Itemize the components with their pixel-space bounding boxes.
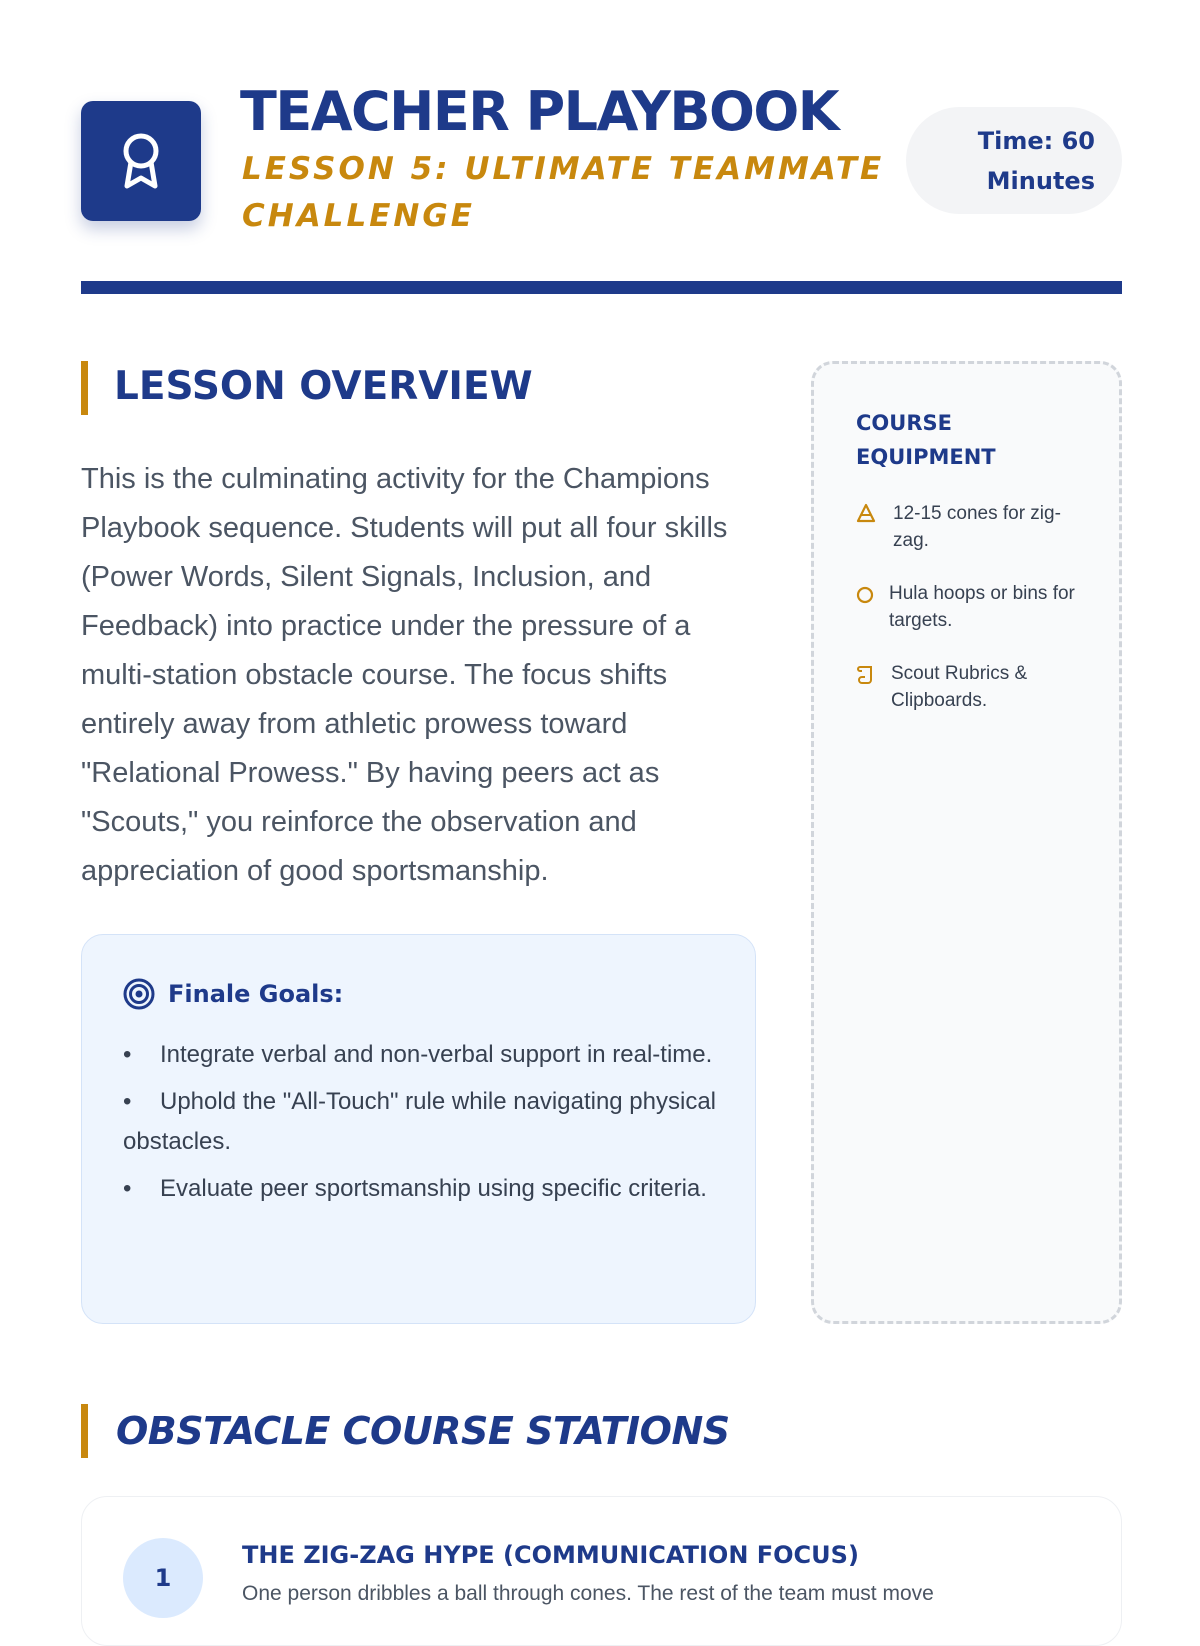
header-divider — [81, 281, 1122, 294]
station-title: THE ZIG-ZAG HYPE (COMMUNICATION FOCUS) — [242, 1541, 859, 1569]
station-description: One person dribbles a ball through cones. The rest of the team must move — [242, 1582, 934, 1605]
goals-list — [123, 1035, 723, 1216]
target-icon — [123, 978, 155, 1010]
goals-header — [123, 978, 343, 1010]
equipment-item — [856, 660, 1081, 714]
course-equipment-card — [811, 361, 1122, 1324]
equipment-item — [856, 580, 1079, 634]
finale-goals-card — [81, 934, 756, 1324]
lesson-subtitle: LESSON 5: ULTIMATE TEAMMATE CHALLENGE — [242, 151, 885, 234]
scroll-icon — [856, 663, 876, 685]
equipment-text: Scout Rubrics & Clipboards. — [891, 663, 1028, 711]
page-title: TEACHER PLAYBOOK — [240, 80, 839, 143]
goal-text: Uphold the "All-Touch" rule while navigating physical obstacles. — [123, 1088, 717, 1155]
time-badge: Time: 60 Minutes — [906, 107, 1122, 214]
goal-text: Evaluate peer sportsmanship using specific criteria. — [160, 1175, 707, 1202]
overview-heading: LESSON OVERVIEW — [114, 364, 533, 409]
award-ribbon-icon — [118, 131, 164, 191]
goal-text: Integrate verbal and non-verbal support in real-time. — [160, 1041, 713, 1068]
goal-item: • Uphold the "All-Touch" rule while navigating physical obstacles. — [123, 1088, 717, 1155]
goal-item: • Evaluate peer sportsmanship using specific criteria. — [123, 1175, 707, 1202]
cone-icon — [856, 503, 876, 525]
stations-heading: OBSTACLE COURSE STATIONS — [116, 1409, 730, 1453]
equipment-text: 12-15 cones for zig-zag. — [893, 503, 1061, 551]
equipment-text: Hula hoops or bins for targets. — [889, 583, 1075, 631]
goals-title: Finale Goals: — [168, 980, 344, 1008]
station-card — [81, 1496, 1122, 1646]
goal-item: • Integrate verbal and non-verbal support in real-time. — [123, 1041, 713, 1068]
equipment-title: COURSE EQUIPMENT — [856, 411, 996, 469]
station-number-badge: 1 — [123, 1538, 203, 1618]
playbook-logo — [81, 101, 201, 221]
overview-body: This is the culminating activity for the Champions Playbook sequence. Students will put all four skills (Power Words, Silent Signals, Inclusion, and Feedback) into practice under the pressure of a multi-station obstacle course. The focus shifts entirely away from athletic prowess toward "Relational Prowess." By having peers act as "Scouts," you reinforce the observation and appreciation of good sportsmanship. — [81, 463, 728, 887]
stations-accent-bar — [81, 1404, 88, 1458]
overview-accent-bar — [81, 361, 88, 415]
equipment-item — [856, 500, 1083, 554]
hoop-icon — [856, 583, 876, 605]
